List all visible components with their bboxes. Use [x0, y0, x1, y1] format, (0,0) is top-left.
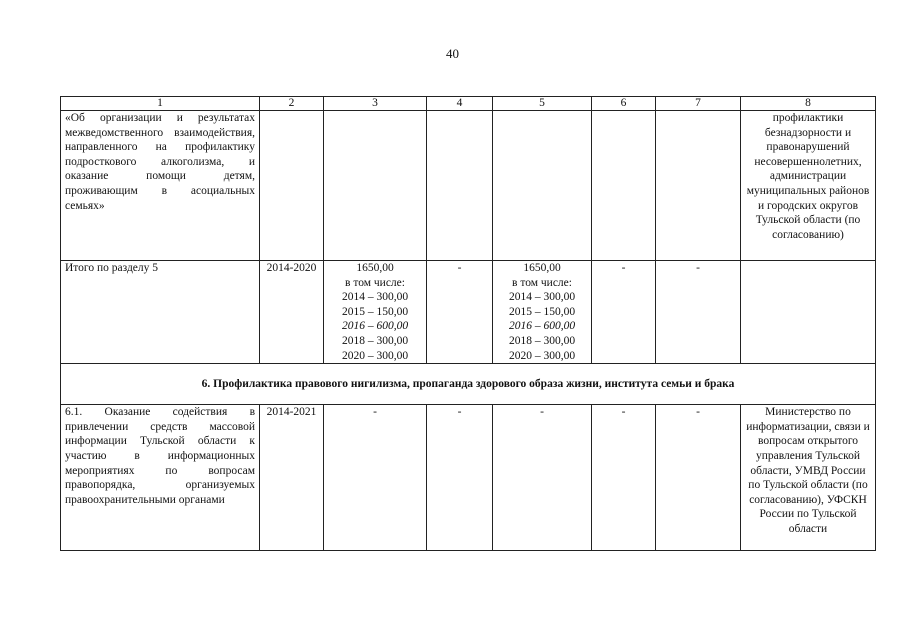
column-number-7: 7 — [656, 97, 741, 111]
dash-cell: - — [493, 405, 592, 551]
dash-cell: - — [427, 405, 493, 551]
dash-cell: - — [656, 261, 741, 364]
column-number-8: 8 — [741, 97, 876, 111]
dash-cell: - — [324, 405, 427, 551]
dash-cell: - — [656, 405, 741, 551]
dash-cell: - — [592, 261, 656, 364]
funding-line: 2020 – 300,00 — [508, 349, 576, 362]
section-total-row — [61, 261, 876, 364]
empty-cell — [324, 111, 427, 261]
funding-line: в том числе: — [512, 276, 572, 289]
measure-description: 6.1. Оказание содействия в привлечении средств массовой информации Тульской области к участию в информационных мероприятиях по вопросам правопорядка, организуемых правоохранительными органами — [61, 405, 260, 551]
empty-cell — [741, 261, 876, 364]
table-row — [61, 111, 876, 261]
measure-period: 2014-2021 — [260, 405, 324, 551]
funding-line: 2016 – 600,00 — [508, 320, 576, 333]
table-row — [61, 405, 876, 551]
column-number-3: 3 — [324, 97, 427, 111]
funding-line: 1650,00 — [356, 262, 394, 274]
page-number: 40 — [446, 46, 459, 61]
funding-line: 2015 – 150,00 — [508, 305, 576, 318]
empty-cell — [427, 111, 493, 261]
total-funding-col3 — [324, 261, 427, 364]
responsible-executors: профилактики безнадзорности и правонарушений несовершеннолетних, администрации муниципальных районов и городских округов Тульской области (по согласованию) — [741, 111, 876, 261]
funding-line: в том числе: — [345, 276, 405, 289]
empty-cell — [493, 111, 592, 261]
dash-cell: - — [427, 261, 493, 364]
funding-line: 2018 – 300,00 — [341, 334, 409, 347]
section-total-label: Итого по разделу 5 — [61, 261, 260, 364]
empty-cell — [656, 111, 741, 261]
column-number-5: 5 — [493, 97, 592, 111]
column-number-4: 4 — [427, 97, 493, 111]
column-number-1: 1 — [61, 97, 260, 111]
column-number-6: 6 — [592, 97, 656, 111]
funding-line: 2020 – 300,00 — [341, 349, 409, 362]
column-number-2: 2 — [260, 97, 324, 111]
measure-description: «Об организации и результатах межведомственного взаимодействия, направленного на профилактику подросткового алкоголизма, и оказание помощи детям, проживающим в асоциальных семьях» — [61, 111, 260, 261]
funding-line: 2014 – 300,00 — [341, 291, 409, 304]
section-heading-row — [61, 364, 876, 405]
total-period: 2014-2020 — [260, 261, 324, 364]
program-table — [60, 96, 876, 551]
funding-line: 1650,00 — [523, 262, 561, 274]
empty-cell — [592, 111, 656, 261]
funding-line: 2014 – 300,00 — [508, 291, 576, 304]
section-6-title: 6. Профилактика правового нигилизма, пропаганда здорового образа жизни, института семьи и брака — [61, 364, 876, 405]
column-number-row — [61, 97, 876, 111]
total-funding-col5 — [493, 261, 592, 364]
funding-line: 2015 – 150,00 — [341, 305, 409, 318]
responsible-executors: Министерство по информатизации, связи и вопросам открытого управления Тульской области, УМВД России по Тульской области (по согласованию), УФСКН России по Тульской области — [741, 405, 876, 551]
dash-cell: - — [592, 405, 656, 551]
empty-cell — [260, 111, 324, 261]
funding-line: 2018 – 300,00 — [508, 334, 576, 347]
funding-line: 2016 – 600,00 — [341, 320, 409, 333]
